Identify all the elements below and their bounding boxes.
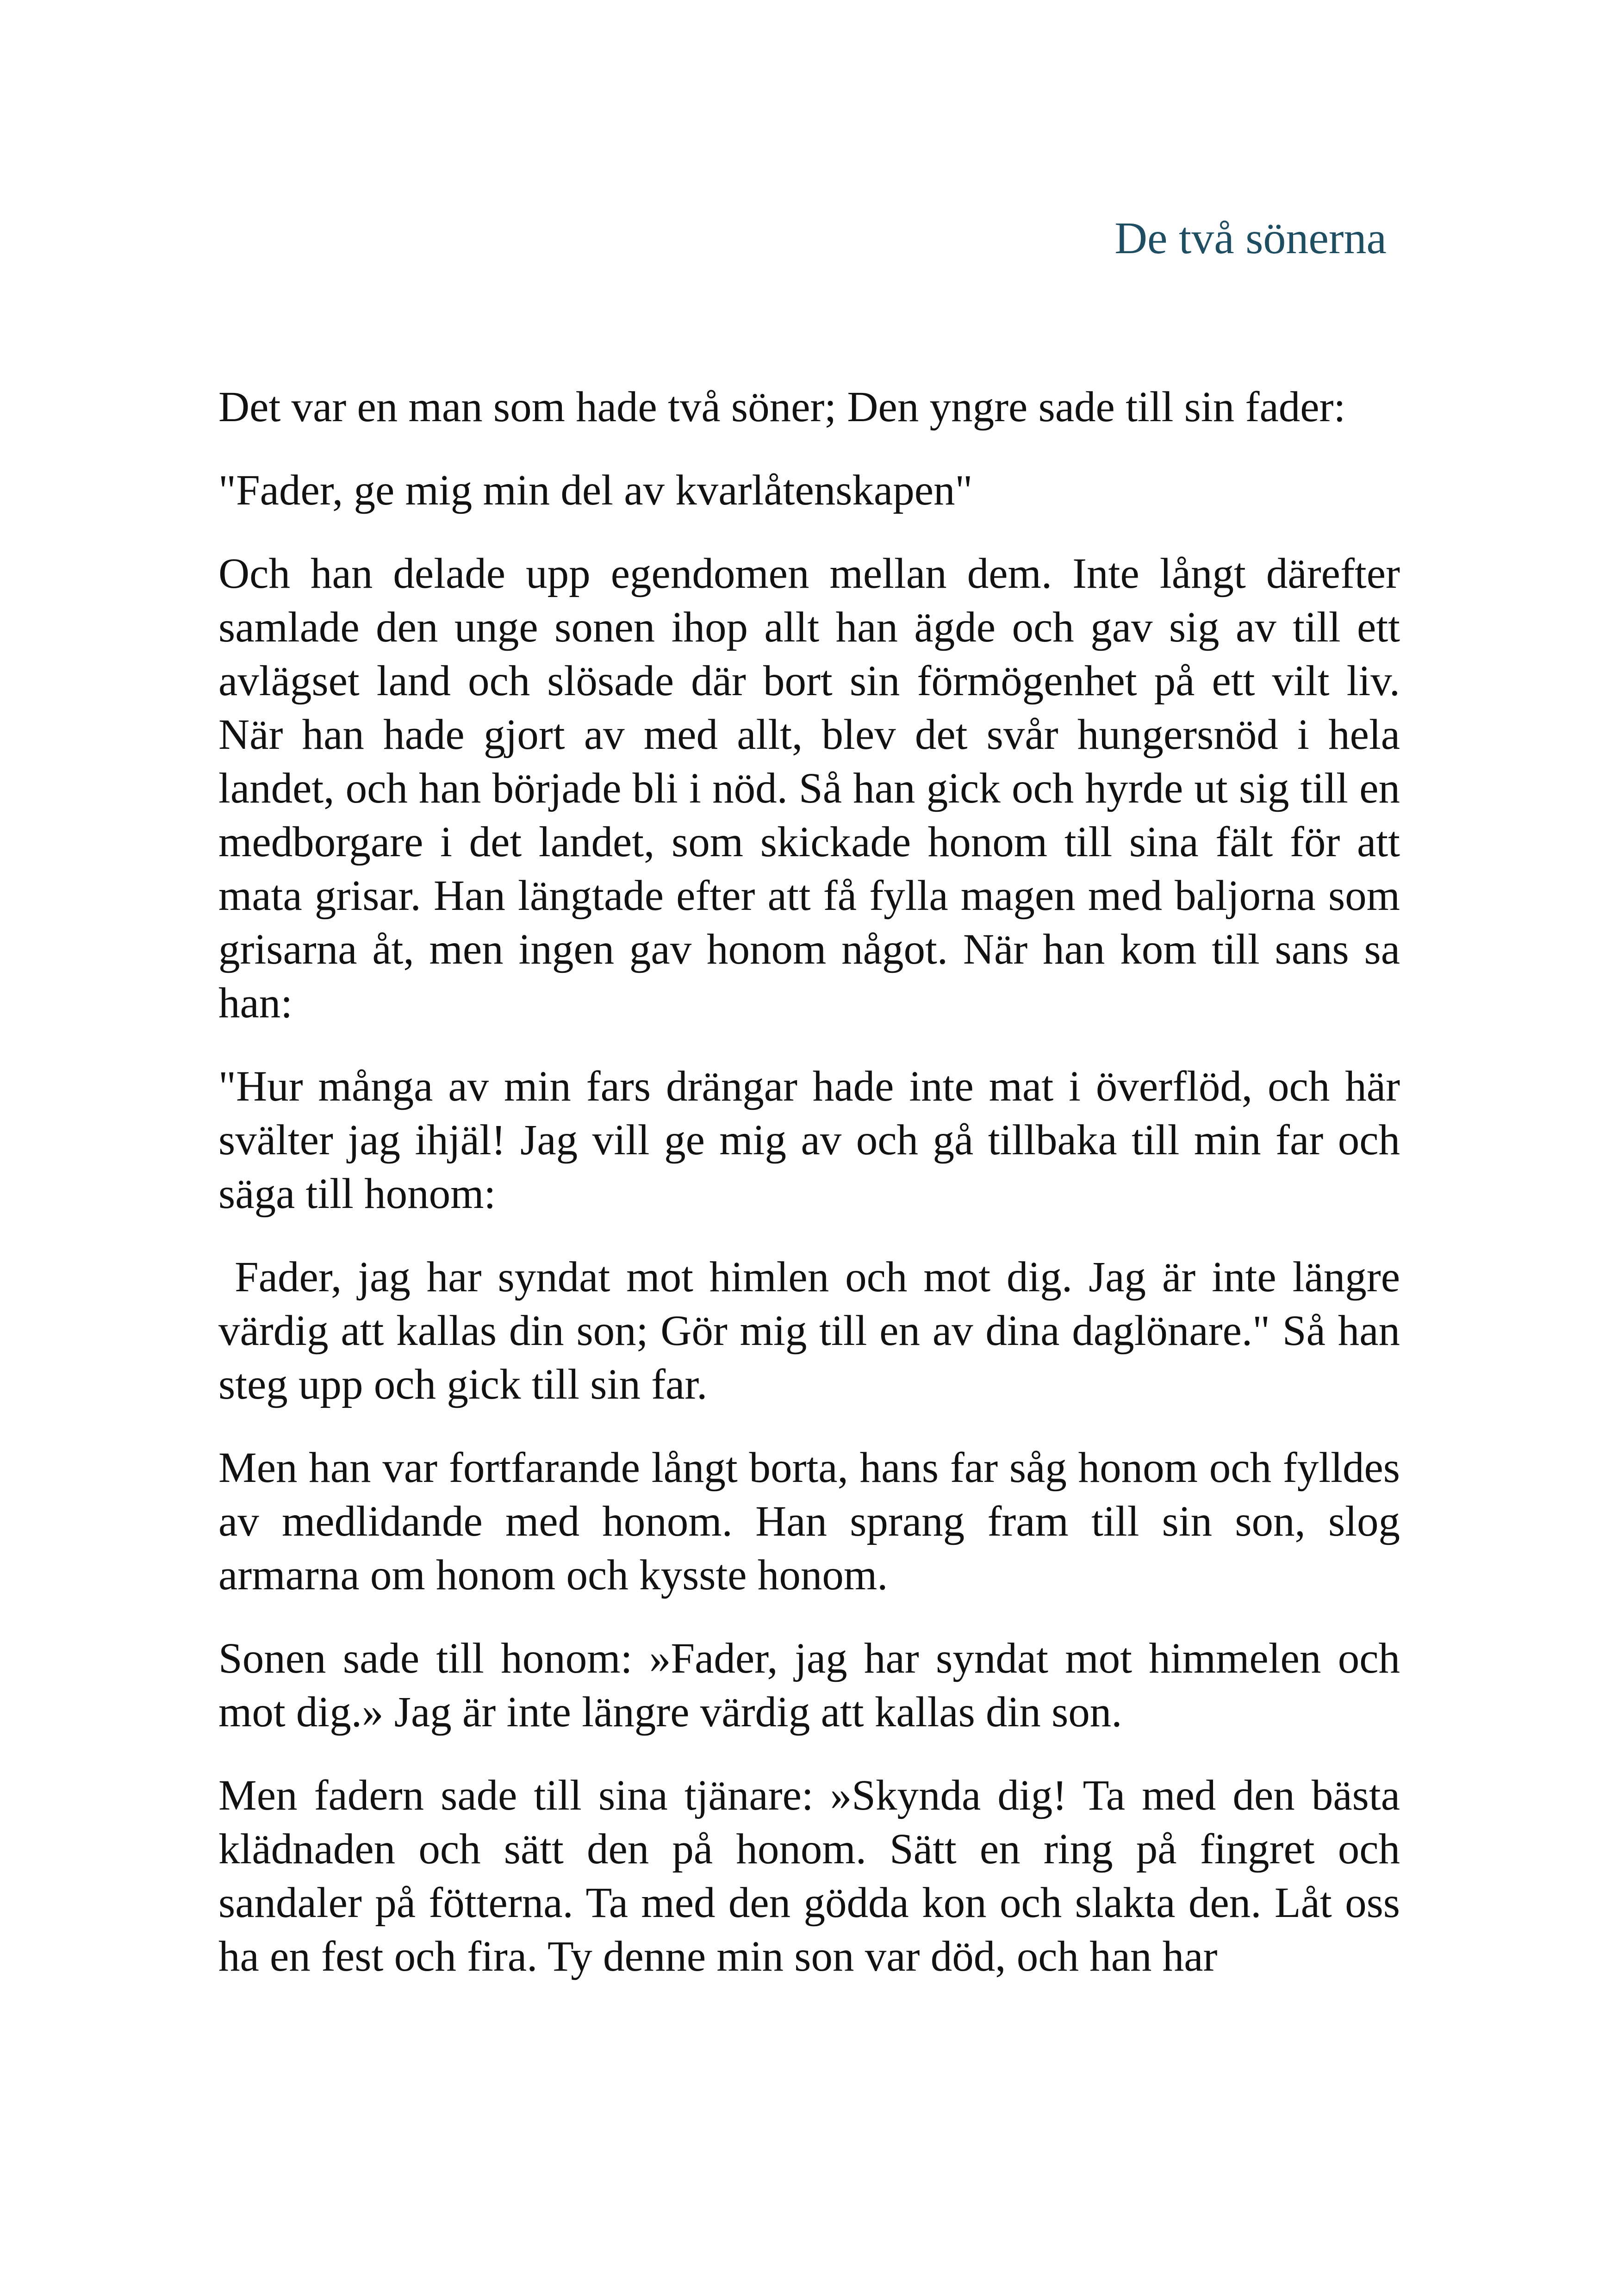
paragraph-7: Sonen sade till honom: »Fader, jag har syndat mot himmelen och mot dig.» Jag är inte längre värdig att kallas din son.	[218, 1635, 1400, 1736]
paragraph-4: "Hur många av min fars drängar hade inte mat i överflöd, och här svälter jag ihjäl! Jag vill ge mig av och gå tillbaka till min far och säga till honom:	[218, 1063, 1411, 1218]
paragraph-6: Men han var fortfarande långt borta, hans far såg honom och fylldes av medlidande med honom. Han sprang fram till sin son, slog armarna om honom och kysste honom.	[218, 1444, 1400, 1599]
body-text	[218, 380, 1411, 2013]
paragraph-5: Fader, jag har syndat mot himlen och mot dig. Jag är inte längre värdig att kallas din son; Gör mig till en av dina daglönare." Så han steg upp och gick till sin far.	[218, 1253, 1411, 1408]
paragraph-3: Och han delade upp egendomen mellan dem. Inte långt därefter samlade den unge sonen ihop allt han ägde och gav sig av till ett avlägset land och slösade där bort sin förmögenhet på ett vilt liv. När han hade gjort av med allt, blev det svår hungersnöd i hela landet, och han började bli i nöd. Så han gick och hyrde ut sig till en medborgare i det landet, som skickade honom till sina fält för att mata grisar. Han längtade efter att få fylla magen med baljorna som grisarna åt, men ingen gav honom något. När han kom till sans sa han:	[218, 550, 1400, 1027]
page-title: De två sönerna	[1114, 213, 1387, 263]
paragraph-8: Men fadern sade till sina tjänare: »Skynda dig! Ta med den bästa klädnaden och sätt den på honom. Sätt en ring på fingret och sandaler på fötterna. Ta med den gödda kon och slakta den. Låt oss ha en fest och fira. Ty denne min son var död, och han har	[218, 1772, 1400, 1980]
paragraph-1: Det var en man som hade två söner; Den yngre sade till sin fader:	[218, 383, 1346, 431]
paragraph-2: "Fader, ge mig min del av kvarlåtenskapen"	[218, 467, 973, 514]
